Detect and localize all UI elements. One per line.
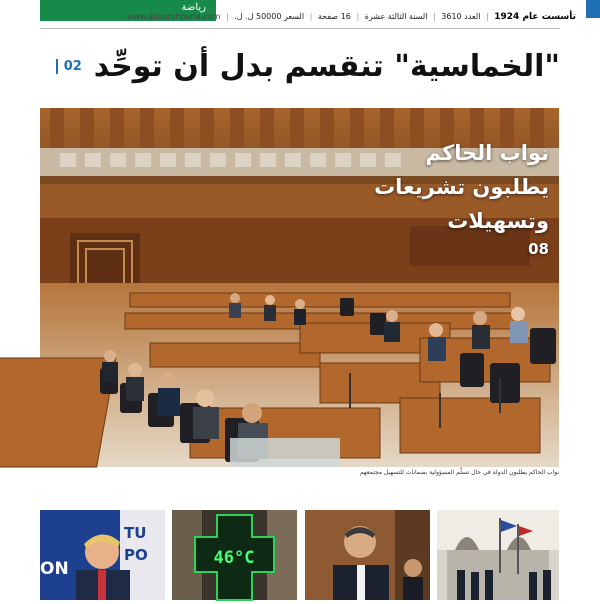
overlay-line-1: نواب الحاكم [425, 141, 549, 165]
website-link[interactable]: www.aljoumhouria.com [126, 12, 221, 21]
headline-page-ref: 02 [56, 59, 82, 74]
issue-number: العدد 3610 [441, 12, 481, 21]
issue-meta-line: تأسست عام 1924 | العدد 3610 | السنة الثالثة عشرة | 16 صفحة | السعر 50000 ل. ل. | www.aljoumhouria.com [126, 12, 576, 22]
brand-corner-block [586, 0, 600, 18]
thumbnail-story-3[interactable] [305, 510, 430, 600]
section-label: رياضة [181, 2, 206, 13]
thumbnail-2-image [172, 510, 297, 600]
svg-text:TU: TU [124, 524, 147, 542]
thumbnail-3-image [305, 510, 430, 600]
overlay-line-3: وتسهيلات [447, 209, 549, 233]
overlay-page-ref: 08 [528, 240, 549, 258]
page-count: 16 صفحة [317, 12, 351, 21]
headline-title: "الخماسية" تنقسم بدل أن توحِّد [93, 48, 560, 84]
founded-year: تأسست عام 1924 [494, 12, 576, 22]
thumbnail-story-2[interactable] [172, 510, 297, 600]
thumbnail-story-4[interactable] [437, 510, 559, 600]
thumbnail-strip [40, 510, 559, 600]
photo-caption: نواب الحاكم يطلبون الدولة في حال تسلّم المسؤولية بضمانات للتسهيل مجتمعهم [359, 469, 559, 476]
thermometer-reading: 46°C [213, 548, 255, 568]
svg-text:PO: PO [124, 546, 148, 564]
svg-text:ON: ON [40, 559, 69, 579]
publication-year: السنة الثالثة عشرة [364, 12, 428, 21]
thumbnail-story-1[interactable] [40, 510, 165, 600]
main-photo-parliament[interactable] [40, 108, 559, 467]
overlay-line-2: يطلبون تشريعات [374, 175, 549, 199]
thumbnail-4-image [437, 510, 559, 600]
thumbnail-1-image [40, 510, 165, 600]
issue-price: السعر 50000 ل. ل. [234, 12, 305, 21]
photo-overlay-headline[interactable] [374, 136, 549, 260]
main-headline[interactable] [40, 38, 560, 94]
header-divider [40, 28, 560, 29]
